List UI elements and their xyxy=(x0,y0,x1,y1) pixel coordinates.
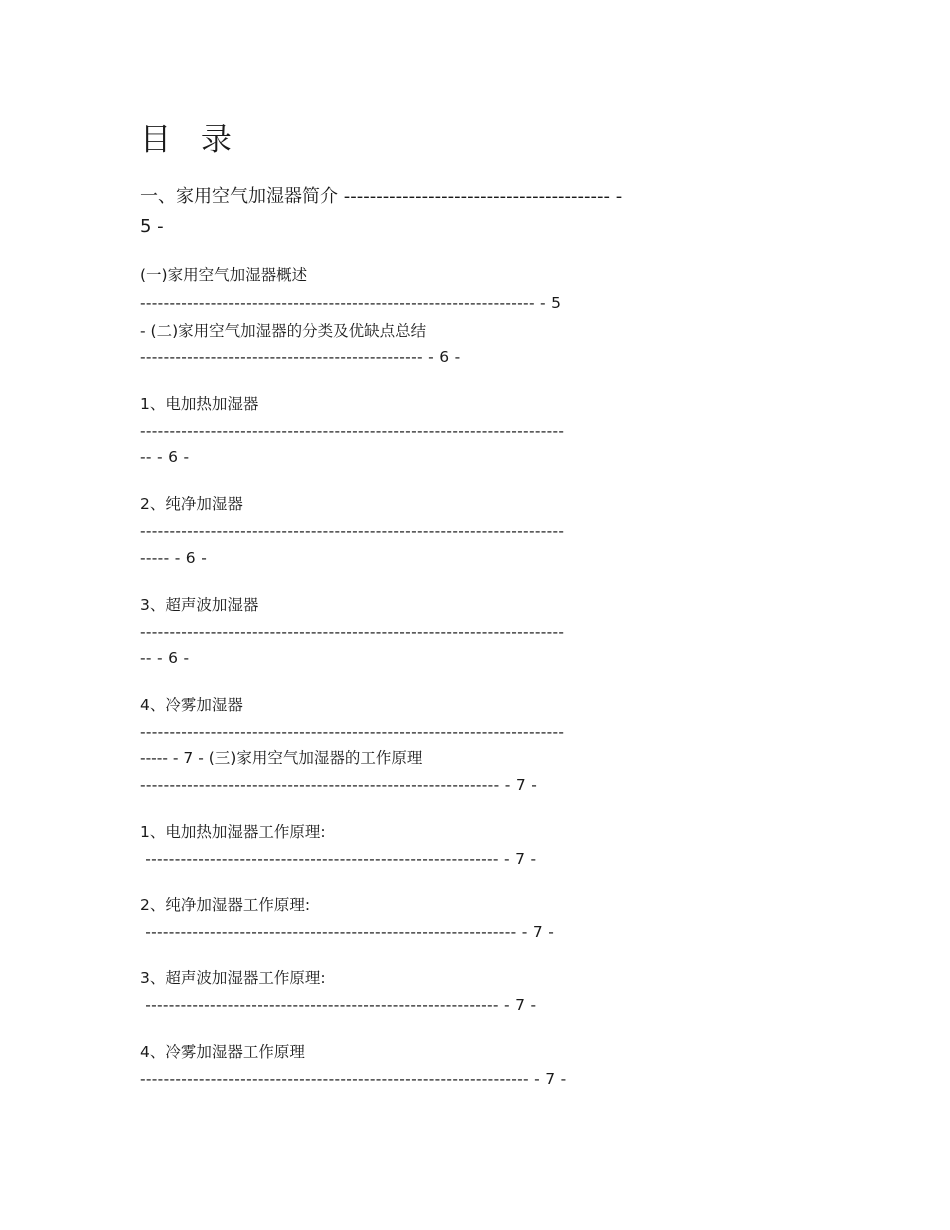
toc-line: 3、超声波加湿器工作原理: xyxy=(140,969,326,987)
toc-line: 3、超声波加湿器 xyxy=(140,596,259,614)
toc-line: -- - 6 - xyxy=(140,448,190,466)
toc-line: 5 - xyxy=(140,216,164,237)
toc-line: ------------------------------------------------------------------------ xyxy=(140,623,565,641)
toc-line: 2、纯净加湿器 xyxy=(140,495,243,513)
toc-line: 1、电加热加湿器 xyxy=(140,395,259,413)
toc-line: ----- - 6 - xyxy=(140,549,208,567)
toc-line: 1、电加热加湿器工作原理: xyxy=(140,823,326,841)
toc-line: ----- - 7 - (三)家用空气加湿器的工作原理 xyxy=(140,749,423,767)
toc-line: ------------------------------------------------------------------ - 7 - xyxy=(140,1070,567,1088)
toc-line: ------------------------------------------------------------- - 7 - xyxy=(140,776,538,794)
toc-line: ------------------------------------------------------------ - 7 - xyxy=(140,850,537,868)
toc-line: ------------------------------------------------------------------------ xyxy=(140,522,565,540)
toc-line: - (二)家用空气加湿器的分类及优缺点总结 xyxy=(140,322,427,340)
toc-line: -- - 6 - xyxy=(140,649,190,667)
toc-line: ------------------------------------------------------------------------ xyxy=(140,723,565,741)
toc-line: ------------------------------------------------ - 6 - xyxy=(140,348,461,366)
toc-line: 2、纯净加湿器工作原理: xyxy=(140,896,311,914)
toc-line: 4、冷雾加湿器工作原理 xyxy=(140,1043,305,1061)
toc-line: 4、冷雾加湿器 xyxy=(140,696,243,714)
toc-line: 一、家用空气加湿器简介 ----------------------------------------- - xyxy=(140,186,623,207)
toc-title: 目 录 xyxy=(140,122,242,158)
toc-line: ------------------------------------------------------------ - 7 - xyxy=(140,996,537,1014)
toc-line: (一)家用空气加湿器概述 xyxy=(140,266,308,284)
toc-line: --------------------------------------------------------------- - 7 - xyxy=(140,923,555,941)
toc-line: ------------------------------------------------------------------- - 5 xyxy=(140,294,562,312)
toc-line: ------------------------------------------------------------------------ xyxy=(140,422,565,440)
